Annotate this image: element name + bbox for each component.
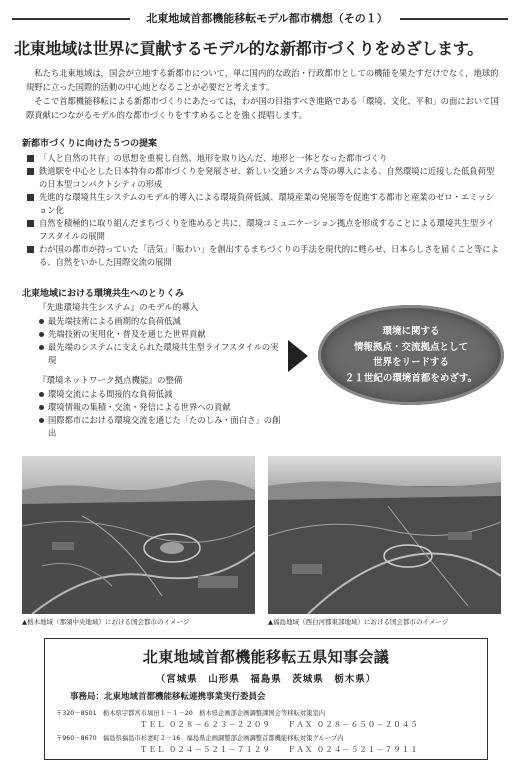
intro-text bbox=[26, 66, 500, 122]
goal-text bbox=[318, 324, 504, 386]
aerial-photo-fukushima bbox=[268, 456, 501, 614]
proposals-heading: 新都市づくりに向けた５つの提案 bbox=[22, 139, 158, 149]
goal-line: 情報拠点・交流拠点として bbox=[353, 341, 468, 353]
systems-block bbox=[38, 302, 284, 367]
network-item: 環境交流による間接的な負荷低減 bbox=[38, 388, 284, 401]
environment-heading: 北東地域における環境共生へのとりくみ bbox=[22, 289, 185, 299]
systems-item: 最先端のシステムに支えられた環境共生型ライフスタイルの実現 bbox=[38, 341, 284, 367]
network-block bbox=[38, 375, 284, 440]
network-item: 環境情報の集積・交流・発信による世界への貢献 bbox=[38, 401, 284, 414]
photo-caption-right: ▲福島地域（西白河郡東部地域）における国会都市のイメージ bbox=[268, 618, 449, 626]
contact-fukushima: ＴＥＬ ０２４－５２１－７１２９ ＦＡＸ ０２４－５２１－７９１１ bbox=[140, 745, 419, 754]
contact-tochigi: ＴＥＬ ０２８－６２３－２２０９ ＦＡＸ ０２８－６５０－２０４５ bbox=[140, 720, 419, 729]
intro-paragraph: 私たち北東地域は，国会が立地する新都市について，単に国内的な政治・行政都市としての機能を果たすだけでなく，地球的規野に立った国際的活動の中心地となることが必要だと考えます。 bbox=[26, 68, 499, 92]
systems-item: 最先端技術による画期的な負荷低減 bbox=[38, 315, 284, 328]
network-item: 国際都市における環境交流を通じた「たのしみ・面白さ」の創出 bbox=[38, 414, 284, 440]
proposals-list bbox=[26, 152, 502, 269]
proposal-item: 鉄道駅を中心とした日本特有の都市づくりを発展させ、新しい交通システム等の導入による、自然環境に近接した低負荷型の日本型コンパクトシティの形成 bbox=[26, 165, 502, 191]
goal-line: 環境に関する bbox=[382, 326, 440, 337]
network-title: 『環境ネットワーク拠点機能』の整備 bbox=[38, 376, 183, 386]
systems-title: 『先進環境共生システム』のモデル的導入 bbox=[38, 303, 199, 313]
goal-line: ２１世紀の環境首都をめざす。 bbox=[344, 372, 478, 384]
photo-caption-left: ▲栃木地域（那須中央地域）における国会都市のイメージ bbox=[22, 618, 190, 626]
arrow-right-icon bbox=[288, 340, 308, 372]
office-name: 事務局：北東地域首都機能移転連携事業実行委員会 bbox=[70, 692, 266, 702]
header-rule-right bbox=[400, 18, 508, 20]
proposal-item: わが国の都市が持っていた「活気」「賑わい」を創出するまちづくりの手法を現代的に甦らせ、日本らしさを届くこと等による、自然をいかした国際交流の展開 bbox=[26, 243, 502, 269]
systems-item: 先端技術の実用化・普及を通じた世界貢献 bbox=[38, 328, 284, 341]
header-rule-left bbox=[12, 18, 130, 20]
intro-paragraph: そこで首都機能移転による新都市づくりにあたっては，わが国の目指すべき進路である「環境、文化、平和」の面において国際貢献につながるモデル的な都市づくりをすすめることを強く提唱します。 bbox=[26, 96, 499, 120]
page-header bbox=[12, 10, 508, 28]
proposal-item: 先進的な環境共生システムのモデル的導入による環境負荷低減、環境産業の発展等を促進する都市と産業のゼロ・エミッション化 bbox=[26, 191, 502, 217]
proposal-item: 自然を積極的に取り組んだまちづくりを進めると共に、環境コミュニケーション拠点を形成することによる環境共生型ライフスタイルの展開 bbox=[26, 217, 502, 243]
proposal-item: 「人と自然の共存」の思想を重視し自然、地形を取り込んだ、地形と一体となった都市づくり bbox=[26, 152, 502, 165]
address-fukushima: 〒960－8670 福島県福島市杉妻町２－16 福島県企画調整部企画調整首都機能移転対策グループ内 bbox=[56, 735, 344, 742]
council-name: 北東地域首都機能移転五県知事会議 bbox=[142, 648, 390, 666]
aerial-photo-tochigi bbox=[22, 456, 255, 614]
header-title: 北東地域首都機能移転モデル都市構想（その１） bbox=[146, 12, 388, 25]
address-tochigi: 〒320－8501 栃木県宇都宮市塙田１－１－20 栃木県企画部企画調整課国会等移転対策室内 bbox=[56, 710, 326, 717]
goal-line: 世界をリードする bbox=[373, 357, 449, 368]
prefecture-list: （宮城県 山形県 福島県 茨城県 栃木県） bbox=[155, 674, 377, 685]
main-title: 北東地域は世界に貢献するモデル的な新都市づくりをめざします。 bbox=[14, 39, 483, 58]
